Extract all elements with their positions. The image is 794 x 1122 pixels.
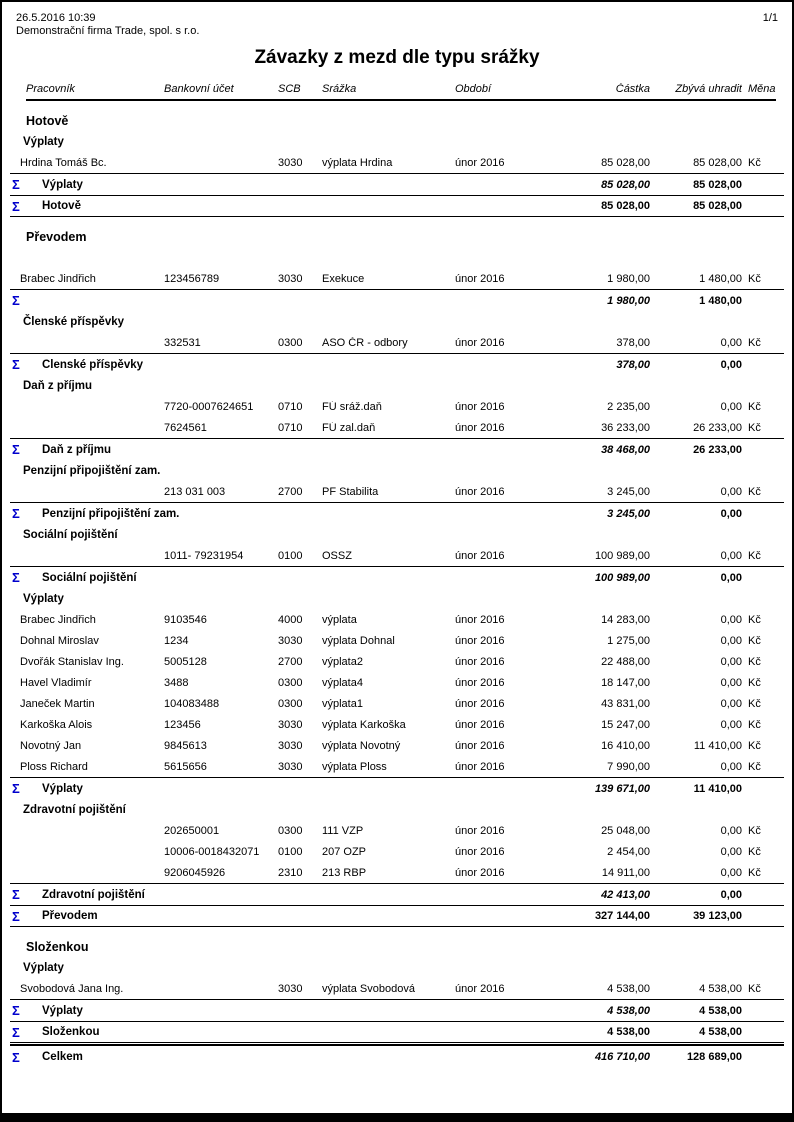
cell-zbyva-uhradit: 0,00 — [720, 655, 742, 668]
sigma-icon: Σ — [12, 908, 20, 924]
sum-row — [10, 905, 784, 927]
cell-obdobi: únor 2016 — [455, 697, 505, 710]
cell-zbyva-uhradit: 0,00 — [720, 824, 742, 837]
sum-row-label: Hotově — [42, 200, 81, 212]
sum-zbyva-uhradit: 85 028,00 — [693, 200, 742, 212]
cell-scb: 0300 — [278, 824, 303, 837]
sum-row — [10, 883, 784, 905]
column-header-obdobi: Období — [455, 83, 492, 95]
cell-pracovnik: Dvořák Stanislav Ing. — [20, 655, 124, 668]
cell-castka: 1 980,00 — [607, 272, 650, 285]
sum-row — [10, 195, 784, 217]
table-row — [10, 672, 784, 693]
sum-row-label: Převodem — [42, 910, 98, 922]
sigma-icon: Σ — [12, 570, 20, 585]
cell-obdobi: únor 2016 — [455, 655, 505, 668]
sum-row-label: Složenkou — [42, 1026, 100, 1038]
cell-mena: Kč — [748, 824, 761, 837]
cell-srazka: výplata Karkoška — [322, 718, 406, 731]
sum-castka: 85 028,00 — [601, 200, 650, 212]
column-header-srazka: Srážka — [322, 83, 357, 95]
cell-srazka: výplata Hrdina — [322, 156, 393, 169]
sum-row — [10, 289, 784, 311]
print-datetime: 26.5.2016 10:39 — [16, 12, 96, 24]
cell-bankovni-ucet: 7624561 — [164, 421, 207, 434]
cell-obdobi: únor 2016 — [455, 400, 505, 413]
cell-obdobi: únor 2016 — [455, 718, 505, 731]
cell-castka: 14 283,00 — [601, 613, 650, 626]
cell-scb: 3030 — [278, 634, 303, 647]
cell-mena: Kč — [748, 634, 761, 647]
sigma-icon: Σ — [12, 442, 20, 457]
cell-srazka: výplata Novotný — [322, 739, 401, 752]
cell-mena: Kč — [748, 697, 761, 710]
cell-castka: 85 028,00 — [601, 156, 650, 169]
cell-zbyva-uhradit: 0,00 — [720, 634, 742, 647]
report-body — [10, 101, 784, 1068]
sum-castka: 100 989,00 — [594, 571, 650, 584]
group-heading — [10, 131, 784, 152]
cell-mena: Kč — [748, 760, 761, 773]
sum-castka: 4 538,00 — [607, 1026, 650, 1038]
cell-mena: Kč — [748, 613, 761, 626]
cell-zbyva-uhradit: 0,00 — [720, 760, 742, 773]
cell-castka: 16 410,00 — [601, 739, 650, 752]
report-header-meta — [2, 2, 792, 24]
cell-bankovni-ucet: 3488 — [164, 676, 189, 689]
cell-srazka: výplata4 — [322, 676, 363, 689]
cell-scb: 4000 — [278, 613, 303, 626]
sum-row-label: Výplaty — [42, 178, 83, 191]
cell-scb: 2310 — [278, 866, 303, 879]
sum-castka: 327 144,00 — [594, 910, 650, 922]
cell-scb: 2700 — [278, 655, 303, 668]
cell-castka: 22 488,00 — [601, 655, 650, 668]
cell-pracovnik: Havel Vladimír — [20, 676, 92, 689]
cell-castka: 18 147,00 — [601, 676, 650, 689]
cell-obdobi: únor 2016 — [455, 613, 505, 626]
table-row — [10, 756, 784, 777]
sigma-icon: Σ — [12, 1049, 20, 1065]
cell-zbyva-uhradit: 0,00 — [720, 549, 742, 562]
cell-obdobi: únor 2016 — [455, 982, 505, 995]
table-row — [10, 651, 784, 672]
cell-obdobi: únor 2016 — [455, 421, 505, 434]
section-heading-label: Převodem — [26, 230, 87, 244]
cell-scb: 0300 — [278, 336, 303, 349]
cell-zbyva-uhradit: 0,00 — [720, 336, 742, 349]
cell-srazka: FÚ sráž.daň — [322, 400, 382, 413]
sum-row — [10, 502, 784, 524]
cell-bankovni-ucet: 104083488 — [164, 697, 220, 710]
cell-castka: 2 454,00 — [607, 845, 650, 858]
cell-pracovnik: Janeček Martin — [20, 697, 95, 710]
group-heading-label: Výplaty — [23, 135, 64, 148]
cell-bankovni-ucet: 332531 — [164, 336, 201, 349]
cell-mena: Kč — [748, 982, 761, 995]
cell-srazka: Exekuce — [322, 272, 365, 285]
sum-row — [10, 777, 784, 799]
sum-castka: 139 671,00 — [594, 782, 650, 795]
cell-srazka: výplata1 — [322, 697, 363, 710]
group-heading — [10, 588, 784, 609]
report-content — [2, 79, 792, 1068]
cell-zbyva-uhradit: 1 480,00 — [699, 272, 742, 285]
cell-obdobi: únor 2016 — [455, 485, 505, 498]
sum-row-label: Penzijní připojištění zam. — [42, 507, 180, 520]
sum-zbyva-uhradit: 26 233,00 — [693, 443, 742, 456]
cell-castka: 15 247,00 — [601, 718, 650, 731]
cell-bankovni-ucet: 7720-0007624651 — [164, 400, 254, 413]
table-row — [10, 417, 784, 438]
cell-srazka: FÚ zal.daň — [322, 421, 376, 434]
cell-castka: 14 911,00 — [601, 866, 650, 879]
cell-scb: 3030 — [278, 272, 303, 285]
cell-bankovni-ucet: 123456789 — [164, 272, 220, 285]
table-column-header — [26, 79, 776, 101]
sum-zbyva-uhradit: 1 480,00 — [699, 294, 742, 307]
cell-bankovni-ucet: 123456 — [164, 718, 201, 731]
group-heading-label: Výplaty — [23, 592, 64, 605]
cell-obdobi: únor 2016 — [455, 272, 505, 285]
section-heading — [10, 927, 784, 957]
cell-obdobi: únor 2016 — [455, 676, 505, 689]
cell-scb: 3030 — [278, 718, 303, 731]
table-row — [10, 545, 784, 566]
sigma-icon: Σ — [12, 198, 20, 214]
table-row — [10, 396, 784, 417]
cell-zbyva-uhradit: 0,00 — [720, 845, 742, 858]
cell-zbyva-uhradit: 0,00 — [720, 485, 742, 498]
cell-obdobi: únor 2016 — [455, 336, 505, 349]
cell-zbyva-uhradit: 11 410,00 — [693, 739, 742, 752]
column-header-castka: Částka — [615, 83, 650, 95]
page-number: 1/1 — [762, 12, 778, 24]
table-row — [10, 268, 784, 289]
sum-castka: 38 468,00 — [601, 443, 650, 456]
cell-scb: 0100 — [278, 845, 303, 858]
cell-srazka: výplata — [322, 613, 357, 626]
cell-castka: 4 538,00 — [607, 982, 650, 995]
cell-zbyva-uhradit: 0,00 — [720, 400, 742, 413]
sum-zbyva-uhradit: 85 028,00 — [693, 178, 742, 191]
column-header-zbyva-uhradit: Zbývá uhradit — [675, 83, 742, 95]
table-row — [10, 735, 784, 756]
cell-srazka: 213 RBP — [322, 866, 367, 879]
section-heading — [10, 101, 784, 131]
group-heading — [10, 375, 784, 396]
cell-srazka: výplata Dohnal — [322, 634, 395, 647]
sigma-icon: Σ — [12, 177, 20, 192]
column-header-scb: SCB — [278, 83, 301, 95]
cell-mena: Kč — [748, 272, 761, 285]
cell-bankovni-ucet: 10006-0018432071 — [164, 845, 260, 858]
cell-scb: 0300 — [278, 697, 303, 710]
sum-row — [10, 173, 784, 195]
sigma-icon: Σ — [12, 293, 20, 308]
table-row — [10, 693, 784, 714]
cell-castka: 2 235,00 — [607, 400, 650, 413]
cell-mena: Kč — [748, 866, 761, 879]
cell-obdobi: únor 2016 — [455, 549, 505, 562]
group-heading — [10, 311, 784, 332]
sum-zbyva-uhradit: 4 538,00 — [699, 1004, 742, 1017]
sum-zbyva-uhradit: 39 123,00 — [693, 910, 742, 922]
sum-row-label: Daň z příjmu — [42, 443, 112, 456]
cell-pracovnik: Karkoška Alois — [20, 718, 93, 731]
sum-castka: 1 980,00 — [607, 294, 650, 307]
cell-scb: 0300 — [278, 676, 303, 689]
cell-zbyva-uhradit: 85 028,00 — [693, 156, 742, 169]
sum-row — [10, 438, 784, 460]
cell-srazka: 207 OZP — [322, 845, 367, 858]
cell-mena: Kč — [748, 655, 761, 668]
cell-obdobi: únor 2016 — [455, 760, 505, 773]
sum-castka: 42 413,00 — [601, 888, 650, 901]
cell-scb: 3030 — [278, 982, 303, 995]
sum-row-label: Celkem — [42, 1051, 83, 1063]
group-heading-label: Výplaty — [23, 961, 64, 974]
section-heading-label: Složenkou — [26, 940, 89, 954]
sum-row-label: Výplaty — [42, 782, 83, 795]
sum-zbyva-uhradit: 4 538,00 — [699, 1026, 742, 1038]
cell-bankovni-ucet: 5005128 — [164, 655, 207, 668]
cell-bankovni-ucet: 1011- 79231954 — [164, 549, 244, 562]
cell-srazka: ASO ČR - odbory — [322, 336, 408, 349]
cell-bankovni-ucet: 9206045926 — [164, 866, 226, 879]
column-header-mena: Měna — [748, 83, 776, 95]
sum-zbyva-uhradit: 11 410,00 — [693, 782, 742, 795]
cell-srazka: výplata Ploss — [322, 760, 387, 773]
cell-castka: 36 233,00 — [601, 421, 650, 434]
cell-zbyva-uhradit: 0,00 — [720, 613, 742, 626]
cell-mena: Kč — [748, 739, 761, 752]
cell-bankovni-ucet: 213 031 003 — [164, 485, 226, 498]
group-heading — [10, 799, 784, 820]
sum-row-label: Sociální pojištění — [42, 571, 137, 584]
cell-pracovnik: Brabec Jindřich — [20, 613, 96, 626]
cell-obdobi: únor 2016 — [455, 634, 505, 647]
cell-obdobi: únor 2016 — [455, 845, 505, 858]
table-row — [10, 841, 784, 862]
sum-castka: 378,00 — [616, 358, 650, 371]
cell-pracovnik: Ploss Richard — [20, 760, 88, 773]
cell-mena: Kč — [748, 676, 761, 689]
cell-mena: Kč — [748, 549, 761, 562]
cell-scb: 3030 — [278, 739, 303, 752]
table-row — [10, 820, 784, 841]
cell-pracovnik: Dohnal Miroslav — [20, 634, 99, 647]
cell-zbyva-uhradit: 4 538,00 — [699, 982, 742, 995]
group-heading — [10, 524, 784, 545]
section-heading — [10, 217, 784, 247]
cell-castka: 7 990,00 — [607, 760, 650, 773]
sigma-icon: Σ — [12, 781, 20, 796]
group-heading-label: Daň z příjmu — [23, 379, 93, 392]
blank-row — [10, 247, 784, 268]
column-header-pracovnik: Pracovník — [26, 83, 75, 95]
sigma-icon: Σ — [12, 506, 20, 521]
cell-bankovni-ucet: 9845613 — [164, 739, 207, 752]
report-title: Závazky z mezd dle typu srážky — [254, 47, 540, 68]
cell-zbyva-uhradit: 0,00 — [720, 697, 742, 710]
sum-castka: 4 538,00 — [607, 1004, 650, 1017]
page-bottom-edge — [2, 1113, 792, 1120]
cell-srazka: 111 VZP — [322, 824, 364, 837]
cell-bankovni-ucet: 5615656 — [164, 760, 207, 773]
cell-obdobi: únor 2016 — [455, 824, 505, 837]
cell-scb: 3030 — [278, 760, 303, 773]
cell-pracovnik: Brabec Jindřich — [20, 272, 96, 285]
section-heading-label: Hotově — [26, 114, 69, 128]
cell-zbyva-uhradit: 0,00 — [720, 866, 742, 879]
cell-obdobi: únor 2016 — [455, 156, 505, 169]
group-heading — [10, 957, 784, 978]
sum-castka: 416 710,00 — [594, 1051, 650, 1063]
table-row — [10, 152, 784, 173]
cell-bankovni-ucet: 1234 — [164, 634, 189, 647]
cell-scb: 2700 — [278, 485, 303, 498]
cell-mena: Kč — [748, 485, 761, 498]
cell-srazka: výplata Svobodová — [322, 982, 415, 995]
cell-bankovni-ucet: 202650001 — [164, 824, 220, 837]
cell-castka: 3 245,00 — [607, 485, 650, 498]
cell-srazka: PF Stabilita — [322, 485, 379, 498]
sum-zbyva-uhradit: 0,00 — [720, 358, 742, 371]
sum-row — [10, 999, 784, 1021]
cell-zbyva-uhradit: 0,00 — [720, 718, 742, 731]
cell-castka: 43 831,00 — [601, 697, 650, 710]
cell-scb: 0710 — [278, 400, 303, 413]
sum-row-label: Členské příspěvky — [42, 358, 144, 371]
cell-mena: Kč — [748, 421, 761, 434]
cell-srazka: výplata2 — [322, 655, 363, 668]
sum-zbyva-uhradit: 128 689,00 — [686, 1051, 742, 1063]
table-row — [10, 332, 784, 353]
sum-castka: 3 245,00 — [607, 507, 650, 520]
sigma-icon: Σ — [12, 1024, 20, 1040]
cell-obdobi: únor 2016 — [455, 866, 505, 879]
table-row — [10, 481, 784, 502]
cell-obdobi: únor 2016 — [455, 739, 505, 752]
sum-row-label: Výplaty — [42, 1004, 83, 1017]
cell-pracovnik: Svobodová Jana Ing. — [20, 982, 124, 995]
sum-castka: 85 028,00 — [601, 178, 650, 191]
cell-scb: 0710 — [278, 421, 303, 434]
sigma-icon: Σ — [12, 1003, 20, 1018]
cell-mena: Kč — [748, 400, 761, 413]
sum-zbyva-uhradit: 0,00 — [720, 507, 742, 520]
table-row — [10, 978, 784, 999]
cell-castka: 378,00 — [616, 336, 650, 349]
table-row — [10, 714, 784, 735]
sum-zbyva-uhradit: 0,00 — [720, 888, 742, 901]
group-heading-label: Sociální pojištění — [23, 528, 118, 541]
cell-bankovni-ucet: 9103546 — [164, 613, 207, 626]
cell-mena: Kč — [748, 718, 761, 731]
sigma-icon: Σ — [12, 357, 20, 372]
group-heading-label: Zdravotní pojištění — [23, 803, 126, 816]
sum-row — [10, 1021, 784, 1043]
cell-scb: 0100 — [278, 549, 303, 562]
sum-row — [10, 353, 784, 375]
group-heading-label: Penzijní připojištění zam. — [23, 464, 161, 477]
cell-mena: Kč — [748, 845, 761, 858]
sum-row-label: Zdravotní pojištění — [42, 888, 145, 901]
company-name: Demonstrační firma Trade, spol. s r.o. — [16, 25, 200, 37]
cell-mena: Kč — [748, 336, 761, 349]
cell-pracovnik: Novotný Jan — [20, 739, 82, 752]
sum-row — [10, 1044, 784, 1068]
cell-mena: Kč — [748, 156, 761, 169]
cell-srazka: OSSZ — [322, 549, 352, 562]
column-header-bankovni-ucet: Bankovní účet — [164, 83, 234, 95]
cell-castka: 100 989,00 — [594, 549, 650, 562]
cell-castka: 1 275,00 — [607, 634, 650, 647]
cell-castka: 25 048,00 — [601, 824, 650, 837]
cell-zbyva-uhradit: 0,00 — [720, 676, 742, 689]
table-row — [10, 630, 784, 651]
sigma-icon: Σ — [12, 887, 20, 902]
cell-scb: 3030 — [278, 156, 303, 169]
cell-zbyva-uhradit: 26 233,00 — [693, 421, 742, 434]
group-heading-label: Členské příspěvky — [23, 315, 125, 328]
cell-pracovnik: Hrdina Tomáš Bc. — [20, 156, 107, 169]
sum-row — [10, 566, 784, 588]
table-row — [10, 609, 784, 630]
table-row — [10, 862, 784, 883]
sum-zbyva-uhradit: 0,00 — [720, 571, 742, 584]
group-heading — [10, 460, 784, 481]
